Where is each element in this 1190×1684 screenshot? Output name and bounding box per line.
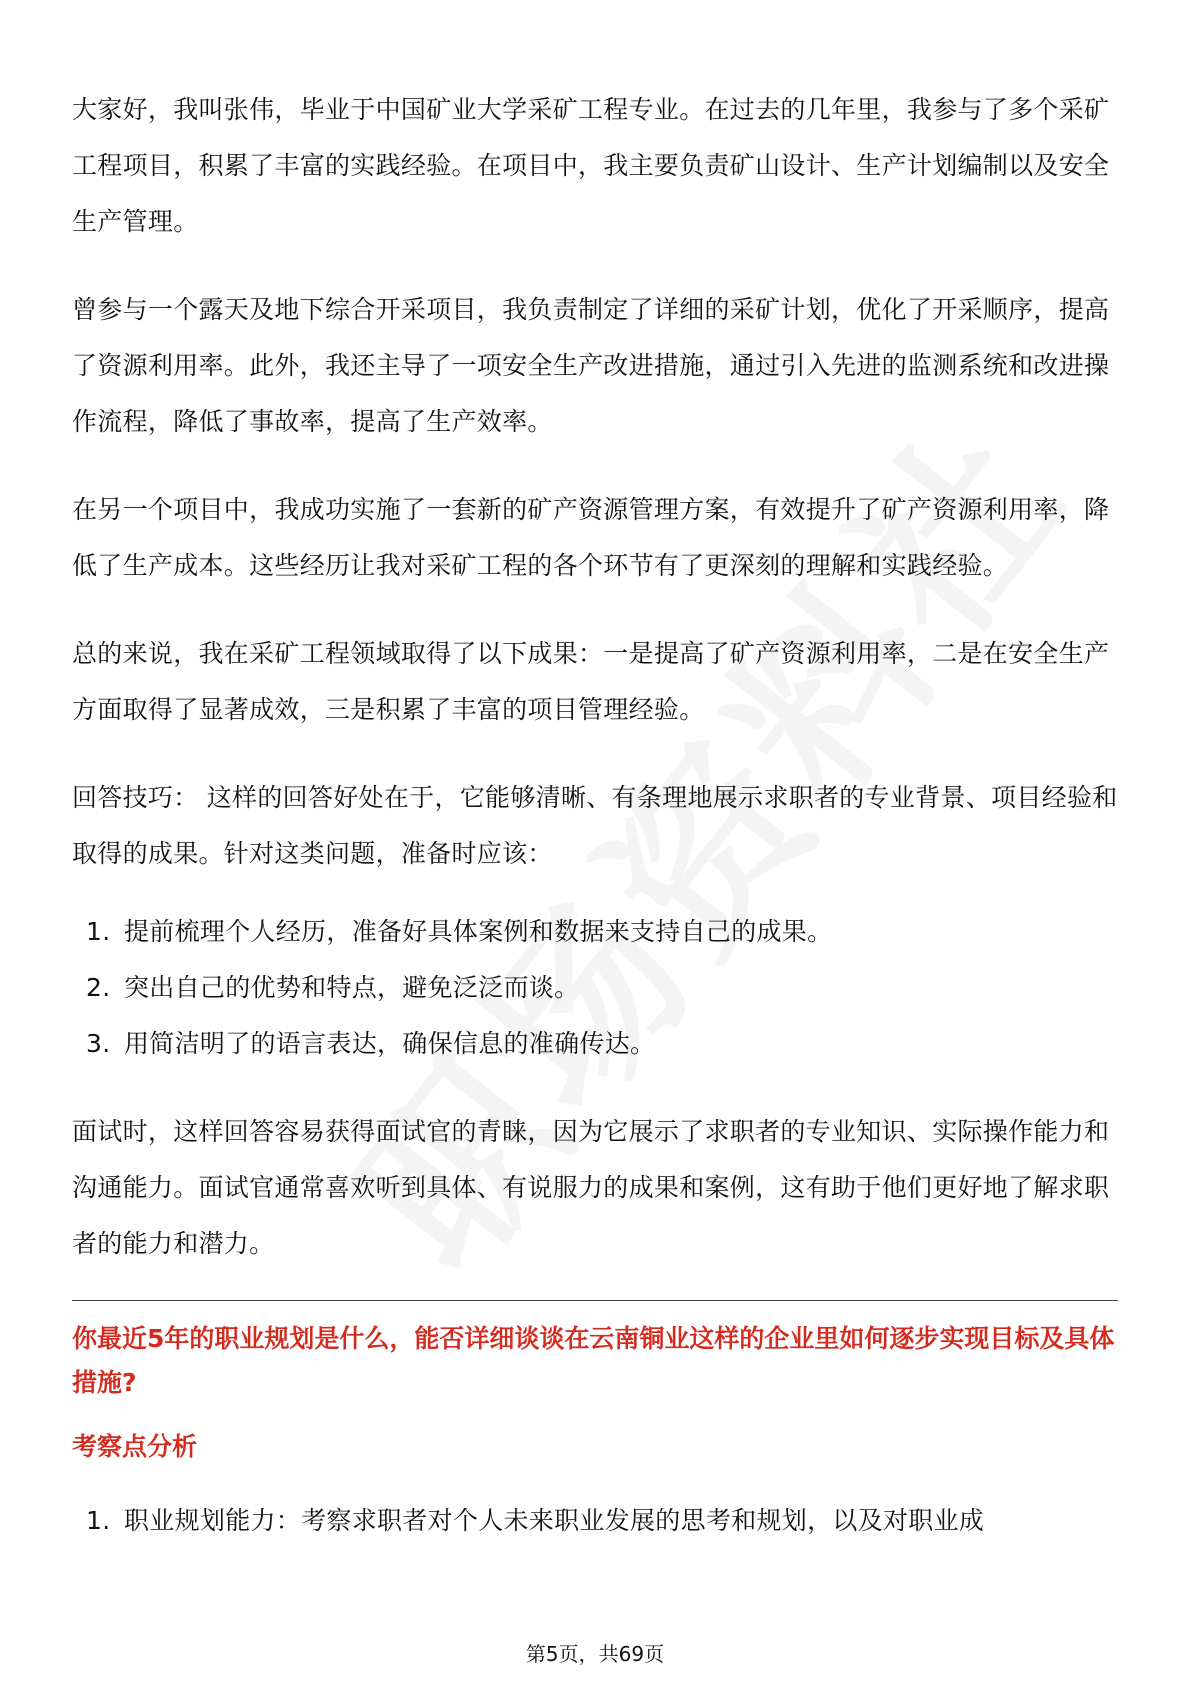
analysis-list xyxy=(72,1493,1118,1549)
list-item-text: 职业规划能力：考察求职者对个人未来职业发展的思考和规划，以及对职业成 xyxy=(124,1506,985,1535)
paragraph-project-2: 在另一个项目中，我成功实施了一套新的矿产资源管理方案，有效提升了矿产资源利用率，降低了生产成本。这些经历让我对采矿工程的各个环节有了更深刻的理解和实践经验。 xyxy=(72,495,1110,580)
list-number: 1. xyxy=(86,917,111,946)
paragraph-summary: 总的来说，我在采矿工程领域取得了以下成果：一是提高了矿产资源利用率，二是在安全生产方面取得了显著成效，三是积累了丰富的项目管理经验。 xyxy=(72,639,1110,724)
paragraph-interview-note: 面试时，这样回答容易获得面试官的青睐，因为它展示了求职者的专业知识、实际操作能力和沟通能力。面试官通常喜欢听到具体、有说服力的成果和案例，这有助于他们更好地了解求职者的能力和潜力。 xyxy=(72,1117,1110,1258)
list-item xyxy=(72,1016,1118,1072)
analysis-heading: 考察点分析 xyxy=(72,1432,198,1461)
question-heading: 你最近5年的职业规划是什么，能否详细谈谈在云南铜业这样的企业里如何逐步实现目标及具体措施? xyxy=(72,1324,1115,1397)
list-number: 3. xyxy=(86,1029,111,1058)
section-divider xyxy=(72,1300,1118,1301)
list-item xyxy=(72,904,1118,960)
tips-list xyxy=(72,904,1118,1072)
document-body xyxy=(72,82,1118,1581)
paragraph-intro: 大家好，我叫张伟，毕业于中国矿业大学采矿工程专业。在过去的几年里，我参与了多个采矿工程项目，积累了丰富的实践经验。在项目中，我主要负责矿山设计、生产计划编制以及安全生产管理。 xyxy=(72,95,1110,236)
list-item-text: 提前梳理个人经历，准备好具体案例和数据来支持自己的成果。 xyxy=(124,917,833,946)
list-item xyxy=(72,1493,1118,1549)
paragraph-answer-tips: 回答技巧： 这样的回答好处在于，它能够清晰、有条理地展示求职者的专业背景、项目经验和取得的成果。针对这类问题，准备时应该： xyxy=(72,783,1118,868)
list-number: 1. xyxy=(86,1506,111,1535)
paragraph-project-1: 曾参与一个露天及地下综合开采项目，我负责制定了详细的采矿计划，优化了开采顺序，提高了资源利用率。此外，我还主导了一项安全生产改进措施，通过引入先进的监测系统和改进操作流程，降低了事故率，提高了生产效率。 xyxy=(72,295,1110,436)
list-item xyxy=(72,960,1118,1016)
list-number: 2. xyxy=(86,973,111,1002)
page-footer: 第5页，共69页 xyxy=(525,1642,665,1666)
list-item-text: 用简洁明了的语言表达，确保信息的准确传达。 xyxy=(124,1029,656,1058)
list-item-text: 突出自己的优势和特点，避免泛泛而谈。 xyxy=(124,973,580,1002)
